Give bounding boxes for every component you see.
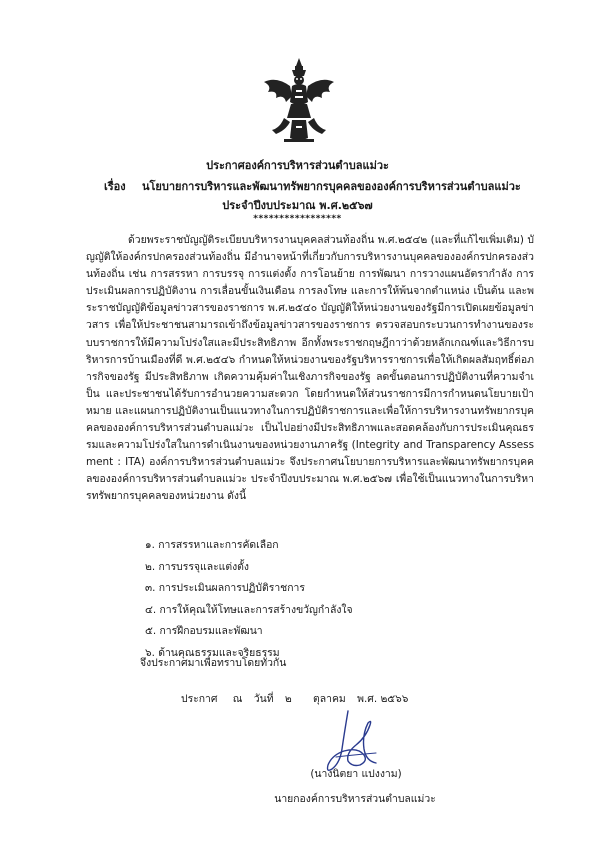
list-item: ๑. การสรรหาและการคัดเลือก [145,539,279,551]
announce-month: ตุลาคม [313,693,346,705]
subject-label: เรื่อง [104,180,126,193]
org-title: ประกาศองค์การบริหารส่วนตำบลแม่วะ [206,159,389,172]
signatory-position: นายกองค์การบริหารส่วนตำบลแม่วะ [274,793,436,805]
list-item: ๒. การบรรจุและแต่งตั้ง [145,560,249,573]
announce-label: ประกาศ [181,693,218,705]
announce-at: ณ [232,693,243,705]
list-item: ๖. ด้านคุณธรรมและจริยธรรม [145,646,280,659]
list-item: ๓. การประเมินผลการปฏิบัติราชการ [145,582,305,594]
divider-stars: ***************** [253,214,342,224]
body-paragraph [86,232,534,506]
body-text: ด้วยพระราชบัญญัติระเบียบบริหารงานบุคคลส่วนท้องถิ่น พ.ศ.๒๕๔๒ (และที่แก้ไขเพิ่มเติม) บัญญัติให้องค์กรปกครองส่วนท้องถิ่น มีอำนาจหน้าที่เกี่ยวกับการบริหารงานบุคคลขององค์กรปกครองส่วนท้องถิ่น เช่น การสรรหา การบรรจุ การแต่งตั้ง การโอนย้าย การพัฒนา การวางแผนอัตรากำลัง การประเมินผลการปฏิบัติงาน การเลื่อนขั้นเงินเดือน การลงโทษ และการให้พ้นจากตำแหน่ง เป็นต้น และพระราชบัญญัติข้อมูลข่าวสารของราชการ พ.ศ.๒๕๔๐ บัญญัติให้หน่วยงานของรัฐมีการเปิดเผยข้อมูลข่าวสาร เพื่อให้ประชาชนสามารถเข้าถึงข้อมูลข่าวสารของราชการ ตรวจสอบกระบวนการทำงานของระบบราชการให้มีความโปร่งใสและมีประสิทธิภาพ อีกทั้งพระราชกฤษฎีกาว่าด้วยหลักเกณฑ์และวิธีการบริหารการบ้านเมืองที่ดี พ.ศ.๒๕๔๖ กำหนดให้หน่วยงานของรัฐบริหารราชการเพื่อให้เกิดผลสัมฤทธิ์ต่อภารกิจของรัฐ มีประสิทธิภาพ เกิดความคุ้มค่าในเชิงภารกิจของรัฐ ลดขั้นตอนการปฏิบัติงานที่ความจำเป็น และประชาชนได้รับการอำนวยความสะดวก โดยกำหนดให้ส่วนราชการมีการกำหนดนโยบายเป้าหมาย และแผนการปฏิบัติงานเป็นแนวทางในการปฏิบัติราชการและเพื่อให้การบริหารงานทรัพยากรบุคคลขององค์การบริหารส่วนตำบลแม่วะ เป็นไปอย่างมีประสิทธิภาพและสอดคล้องกับการประเมินคุณธรรมและความโปร่งใสในการดำเนินงานของหน่วยงานภาครัฐ (Integrity and Transparency Assessment : ITA) องค์การบริหารส่วนตำบลแม่วะ จึงประกาศนโยบายการบริหารและพัฒนาทรัพยากรบุคคลขององค์การบริหารส่วนตำบลแม่วะ ประจำปีงบประมาณ พ.ศ.๒๕๖๗ เพื่อใช้เป็นแนวทางในการบริหารทรัพยากรบุคคลของหน่วยงาน ดังนี้ [86,234,534,503]
closing-statement: จึงประกาศมาเพื่อทราบโดยทั่วกัน [140,657,287,669]
announce-day-label: วันที่ [253,693,274,705]
policy-list [145,535,445,664]
fiscal-year-line: ประจำปีงบประมาณ พ.ศ.๒๕๖๗ [222,199,373,212]
subject-line [104,177,521,195]
subject-text: นโยบายการบริหารและพัฒนาทรัพยากรบุคคลขององค์การบริหารส่วนตำบลแม่วะ [142,180,521,193]
garuda-emblem-icon [262,56,336,144]
list-item: ๔. การให้คุณให้โทษและการสร้างขวัญกำลังใจ [145,603,353,616]
announce-year: พ.ศ. ๒๕๖๖ [357,693,409,705]
list-item: ๕. การฝึกอบรมและพัฒนา [145,625,263,637]
announce-day: ๒ [284,693,292,705]
signatory-name: (นางนิตยา แปงงาม) [310,768,402,780]
